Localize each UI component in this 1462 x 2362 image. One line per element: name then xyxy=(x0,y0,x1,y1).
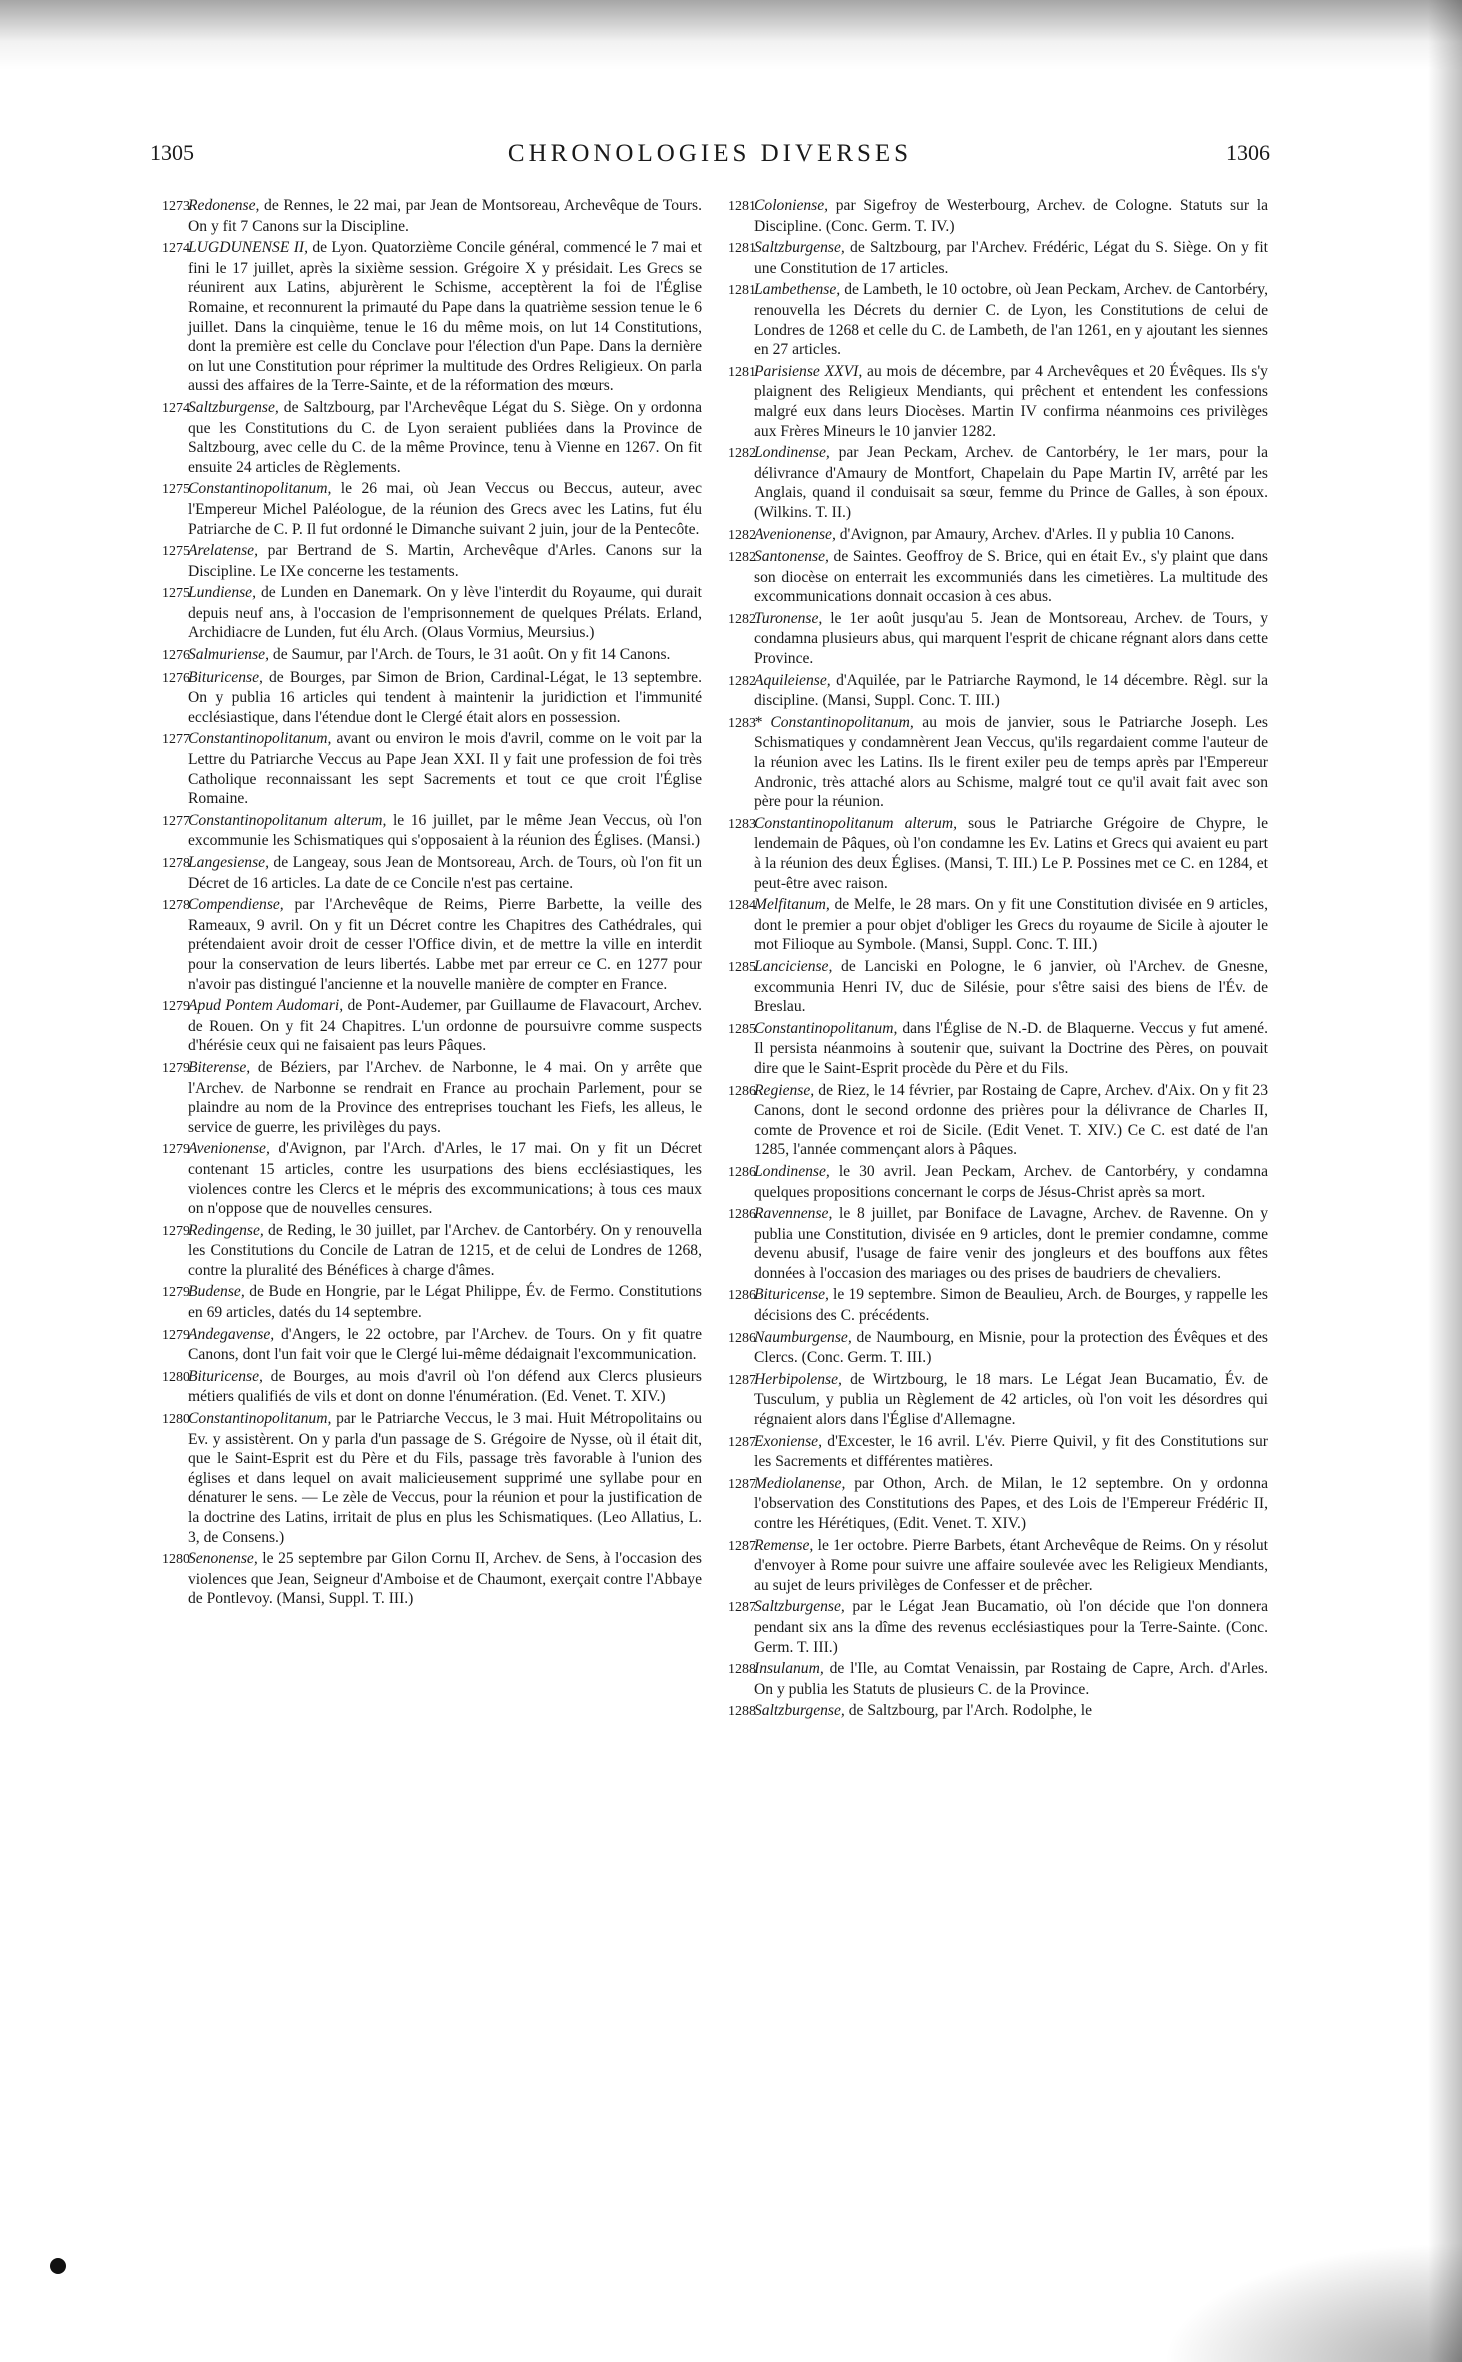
entry-text: d'Avignon, par l'Arch. d'Arles, le 17 mai. On y fit un Décret contenant 15 articles, contre les usurpations des biens ecclésiastiques, les violences contre les Clercs et le mépris des excommunications; à tous ces maux on n'oppose que de nouvelles censures. xyxy=(188,1140,702,1218)
entry-text: le 1er août jusqu'au 5. Jean de Montsoreau, Archev. de Tours, y condamna plusieurs abus, qui marquent l'esprit de chicane régnant alors dans cette Province. xyxy=(754,609,1268,668)
entry-text: au mois de décembre, par 4 Archevêques et 20 Évêques. Ils s'y plaignent des Religieux Mendiants, qui prêchent et entendent les confessions malgré eux dans leurs Diocèses. Martin IV confirma néanmoins ces privilèges aux Frères Mineurs le 10 janvier 1282. xyxy=(754,362,1268,440)
entry-text: de Langeay, sous Jean de Montsoreau, Arch. de Tours, où l'on fit un Décret de 16 articles. La date de ce Concile n'est pas certaine. xyxy=(188,854,702,892)
entry-year: 1279 xyxy=(162,1327,190,1343)
council-entry xyxy=(728,1597,1268,1657)
council-entry xyxy=(162,1221,702,1281)
entry-year: 1283 xyxy=(728,816,756,832)
council-entry xyxy=(728,1204,1268,1283)
running-header xyxy=(150,140,1270,180)
scan-shadow-right xyxy=(1428,0,1462,2362)
council-entry xyxy=(162,895,702,994)
council-entry xyxy=(162,1282,702,1322)
council-name: Lundiense, xyxy=(188,584,257,602)
council-name: Melfitanum, xyxy=(754,896,830,914)
council-entry xyxy=(728,609,1268,669)
entry-text: le 1er octobre. Pierre Barbets, étant Archevêque de Reims. On y résolut d'envoyer à Rome pour suivre une affaire soulevée avec les Religieux Mendiants, au sujet de leurs privilèges de Confesser et de prêcher. xyxy=(754,1536,1268,1594)
council-name: Apud Pontem Audomari, xyxy=(188,997,344,1015)
council-name: Herbipolense, xyxy=(754,1370,842,1388)
entry-text: de Saltzbourg, par l'Archev. Frédéric, Légat du S. Siège. On y fit une Constitution de 17 articles. xyxy=(754,239,1268,277)
council-name: Salmuriense, xyxy=(188,646,269,664)
council-name: Londinense, xyxy=(754,444,830,462)
entry-text: de Béziers, par l'Archev. de Narbonne, le 4 mai. On y arrête que l'Archev. de Narbonne se rendrait en France au prochain Parlement, pour se plaindre au nom de la Province des entreprises touchant les Fiefs, les alleus, le service de guerre, les privilèges du pays. xyxy=(188,1058,702,1136)
council-name: Bituricense, xyxy=(754,1286,829,1304)
entry-text: sous le Patriarche Grégoire de Chypre, le lendemain de Pâques, où l'on condamne les Ev. Latins et Grecs qui avaient eu part à la réunion des deux Églises. (Mansi, T. III.) Le P. Possines met ce C. en 1284, et peut-être avec raison. xyxy=(754,814,1268,892)
council-entry xyxy=(162,996,702,1056)
entry-year: 1286 xyxy=(728,1083,756,1099)
council-entry xyxy=(728,1370,1268,1430)
entry-text: de Saintes. Geoffroy de S. Brice, qui en était Ev., s'y plaint que dans son diocèse on enterrait les excommuniés dans les cimetières. La multitude des excommunications donnait occasion à ces abus. xyxy=(754,548,1268,606)
council-name: Insulanum, xyxy=(754,1660,824,1678)
entry-text: le 16 juillet, par le même Jean Veccus, où l'on excommunie les Schismatiques qui s'opposaient à la réunion des Églises. (Mansi.) xyxy=(188,811,702,850)
running-title: CHRONOLOGIES DIVERSES xyxy=(507,140,913,167)
entry-year: 1288 xyxy=(728,1704,756,1720)
entry-text: de Wirtzbourg, le 18 mars. Le Légat Jean Bucamatio, Év. de Tusculum, y publia un Règlement de 42 articles, où l'on voit les désordres qui régnaient alors dans l'Église d'Allemagne. xyxy=(754,1370,1268,1429)
council-name: Saltzburgense, xyxy=(754,1598,845,1616)
entry-year: 1273 xyxy=(162,199,190,214)
left-column xyxy=(162,196,702,2086)
entry-year: 1282 xyxy=(728,611,756,627)
entry-text: de Naumbourg, en Misnie, pour la protection des Évêques et des Clercs. (Conc. Germ. T. III.) xyxy=(754,1328,1268,1367)
council-name: Senonense, xyxy=(188,1550,258,1568)
council-name: Avenionense, xyxy=(754,525,836,543)
page-number-left: 1305 xyxy=(150,140,194,165)
entry-text: de Bourges, par Simon de Brion, Cardinal-Légat, le 13 septembre. On y publia 16 articles qui tendent à maintenir la juridiction et l'immunité ecclésiastique, dans l'étendue dont le Clergé était alors en possession. xyxy=(188,668,702,726)
council-entry xyxy=(728,1081,1268,1160)
council-name: Budense, xyxy=(188,1283,245,1301)
entry-text: par Sigefroy de Westerbourg, Archev. de Cologne. Statuts sur la Discipline. (Conc. Germ. T. IV.) xyxy=(754,197,1268,235)
entry-year: 1284 xyxy=(728,898,756,914)
entry-text: d'Excester, le 16 avril. L'év. Pierre Quivil, y fit des Constitutions sur les Sacrements et différentes matières. xyxy=(754,1432,1268,1471)
council-entry xyxy=(162,1549,702,1609)
council-name: Constantinopolitanum, xyxy=(754,1019,898,1037)
entry-text: par Othon, Arch. de Milan, le 12 septembre. On y ordonna l'observation des Constitutions des Papes, et des Lois de l'Empereur Frédéric II, contre les Hérétiques, (Edit. Venet. T. XIV.) xyxy=(754,1474,1268,1532)
council-entry xyxy=(162,668,702,728)
entry-year: 1285 xyxy=(728,1021,756,1037)
council-name: Compendiense, xyxy=(188,896,284,914)
entry-text: par l'Archevêque de Reims, Pierre Barbette, la veille des Rameaux, 9 avril. On y fit un Décret contre les Chapitres des Cathédrales, qui prétendaient avoir droit de cesser l'Office divin, et de mettre la ville en interdit pour la conservation de leurs libertés. Labbe met par erreur ce C. en 1277 pour n'avoir pas distingué l'ancienne et la nouvelle manière de compter en France. xyxy=(188,896,702,993)
council-entry xyxy=(162,196,702,236)
council-name: Regiense, xyxy=(754,1081,815,1099)
council-entry xyxy=(162,583,702,643)
council-entry xyxy=(728,1328,1268,1368)
council-name: Biterense, xyxy=(188,1058,251,1076)
council-name: Bituricense, xyxy=(188,668,263,686)
council-name: Constantinopolitanum alterum, xyxy=(754,814,957,832)
council-entry xyxy=(728,1432,1268,1472)
council-name: Ravennense, xyxy=(754,1205,833,1223)
council-name: Andegavense, xyxy=(188,1325,275,1343)
council-name: Aquileiense, xyxy=(754,671,831,689)
entry-year: 1274 xyxy=(162,400,190,416)
council-entry xyxy=(162,1139,702,1218)
council-entry xyxy=(728,1019,1268,1079)
council-name: Londinense, xyxy=(754,1162,830,1180)
entry-year: 1280 xyxy=(162,1552,190,1568)
entry-year: 1276 xyxy=(162,670,190,686)
council-entry xyxy=(728,196,1268,236)
entry-year: 1280 xyxy=(162,1369,190,1385)
council-name: Naumburgense, xyxy=(754,1328,852,1346)
entry-text: de Bourges, au mois d'avril où l'on défend aux Clercs plusieurs métiers qualifiés de vils et dont on donne l'énumération. (Ed. Venet. T. XIV.) xyxy=(188,1367,702,1406)
entry-year: 1276 xyxy=(162,648,190,664)
entry-text: de Rennes, le 22 mai, par Jean de Montsoreau, Archevêque de Tours. On y fit 7 Canons sur la Discipline. xyxy=(188,197,702,235)
council-entry xyxy=(162,853,702,893)
entry-year: 1281 xyxy=(728,241,756,257)
council-entry xyxy=(728,1285,1268,1325)
entry-text: dans l'Église de N.-D. de Blaquerne. Veccus y fut amené. Il persista néanmoins à soutenir que, suivant la Doctrine des Pères, on pouvait dire que le Saint-Esprit procède du Père et du Fils. xyxy=(754,1019,1268,1077)
entry-year: 1281 xyxy=(728,199,756,214)
entry-year: 1282 xyxy=(728,527,756,543)
council-entry xyxy=(728,238,1268,278)
entry-text: de Saltzbourg, par l'Archevêque Légat du S. Siège. On y ordonna que les Constitutions du C. de Lyon seraient publiées dans la Province de Saltzbourg, avec celle du C. de la même Province, tenu à Vienne en 1267. On fit ensuite 24 articles de Règlements. xyxy=(188,398,702,476)
scan-shadow-top xyxy=(0,0,1462,70)
entry-text: de Lanciski en Pologne, le 6 janvier, où l'Archev. de Gnesne, excommunia Henri IV, duc de Silésie, pour s'être saisi des biens de l'Év. de Breslau. xyxy=(754,957,1268,1016)
council-entry xyxy=(162,645,702,666)
council-entry xyxy=(728,957,1268,1017)
entry-text: le 19 septembre. Simon de Beaulieu, Arch. de Bourges, y rappelle les décisions des C. précédents. xyxy=(754,1286,1268,1325)
entry-year: 1275 xyxy=(162,482,190,498)
entry-text: par Jean Peckam, Archev. de Cantorbéry, le 1er mars, pour la délivrance d'Amaury de Montfort, Chapelain du Pape Martin IV, arrêté par les Anglais, quand il conduisait sa sœur, femme du Prince de Galles, à son époux. (Wilkins. T. II.) xyxy=(754,444,1268,521)
entry-year: 1280 xyxy=(162,1412,190,1428)
council-entry xyxy=(162,811,702,851)
council-entry xyxy=(162,479,702,539)
council-name: Saltzburgense, xyxy=(754,239,845,257)
entry-year: 1288 xyxy=(728,1662,756,1678)
entry-year: 1281 xyxy=(728,283,756,299)
entry-year: 1287 xyxy=(728,1476,756,1492)
scan-shadow-bottom xyxy=(1162,2242,1462,2362)
entry-year: 1281 xyxy=(728,364,756,380)
council-entry xyxy=(728,362,1268,441)
entry-year: 1277 xyxy=(162,813,190,829)
ink-blot-mark xyxy=(50,2258,66,2274)
entry-text: par Bertrand de S. Martin, Archevêque d'Arles. Canons sur la Discipline. Le IXe concerne les testaments. xyxy=(188,542,702,580)
entry-text: de Pont-Audemer, par Guillaume de Flavacourt, Archev. de Rouen. On y fit 24 Chapitres. L'un ordonne de poursuivre comme suspects d'hérésie ceux qui ne faisaient pas leurs Pâques. xyxy=(188,997,702,1055)
entry-year: 1282 xyxy=(728,446,756,462)
entry-year: 1287 xyxy=(728,1600,756,1616)
entry-text: de Lyon. Quatorzième Concile général, commencé le 7 mai et fini le 17 juillet, après la sixième session. Grégoire X y présidait. Les Grecs se réunirent aux Latins, abjurèrent le Schisme, acceptèrent la foi de l'Église Romaine, et reconnurent la primauté du Pape dans la quatrième session tenue le 6 juillet. Dans la cinquième, tenue le 16 du même mois, on lut 14 Constitutions, dont la première est celle du Conclave pour l'élection d'un Pape. Dans la dernière on lut une Constitution pour réprimer la multitude des Ordres Religieux. On parla aussi des affaires de la Terre-Sainte, et de la réformation des mœurs. xyxy=(188,239,702,395)
entry-text: avant ou environ le mois d'avril, comme on le voit par la Lettre du Patriarche Veccus au Pape Jean XXI. Il y fait une profession de foi très Catholique reconnaissant les sept Sacrements et tout ce que croit l'Église Romaine. xyxy=(188,730,702,808)
council-name: LUGDUNENSE II, xyxy=(188,239,308,257)
page-number-right: 1306 xyxy=(1226,140,1270,165)
council-name: Redonense, xyxy=(188,197,260,214)
council-name: Exoniense, xyxy=(754,1432,822,1450)
council-entry xyxy=(728,1536,1268,1596)
council-name: Coloniense, xyxy=(754,197,829,214)
council-name: Avenionense, xyxy=(188,1140,270,1158)
council-entry xyxy=(728,443,1268,522)
entry-year: 1279 xyxy=(162,1285,190,1301)
council-name: * Constantinopolitanum, xyxy=(754,713,914,731)
council-name: Turonense, xyxy=(754,609,823,627)
council-name: Santonense, xyxy=(754,548,829,566)
council-name: Remense, xyxy=(754,1536,814,1554)
council-name: Constantinopolitanum alterum, xyxy=(188,811,387,829)
council-entry xyxy=(728,547,1268,607)
council-entry xyxy=(728,895,1268,955)
council-name: Parisiense XXVI, xyxy=(754,362,863,380)
council-entry xyxy=(728,671,1268,711)
entry-text: d'Aquilée, par le Patriarche Raymond, le 14 décembre. Règl. sur la discipline. (Mansi, Suppl. Conc. T. III.) xyxy=(754,671,1268,710)
council-name: Lanciciense, xyxy=(754,957,833,975)
entry-year: 1279 xyxy=(162,1223,190,1239)
entry-year: 1285 xyxy=(728,959,756,975)
entry-year: 1275 xyxy=(162,586,190,602)
entry-year: 1286 xyxy=(728,1288,756,1304)
entry-year: 1286 xyxy=(728,1330,756,1346)
entry-text: de Reding, le 30 juillet, par l'Archev. de Cantorbéry. On y renouvella les Constitutions du Concile de Latran de 1215, et de celui de Londres de 1268, contre la pluralité des Bénéfices à charge d'âmes. xyxy=(188,1221,702,1279)
council-entry xyxy=(728,1162,1268,1202)
entry-text: de Saltzbourg, par l'Arch. Rodolphe, le xyxy=(844,1702,1093,1720)
entry-year: 1286 xyxy=(728,1164,756,1180)
council-name: Constantinopolitanum, xyxy=(188,1410,332,1428)
entry-text: le 8 juillet, par Boniface de Lavagne, Archev. de Ravenne. On y publia une Constitution, divisée en 9 articles, dont le premier condamne, comme devenu abusif, l'usage de faire venir des jongleurs et des bouffons aux fêtes données à l'occasion des mariages ou des prises de baudriers de chevaliers. xyxy=(754,1205,1268,1282)
entry-text: par le Patriarche Veccus, le 3 mai. Huit Métropolitains ou Ev. y assistèrent. On y parla d'un passage de S. Grégoire de Nysse, où il était dit, que le Saint-Esprit est du Père et du Fils, passage très favorable à l'union des églises et dans lequel on avait malicieusement supprimé une syllabe pour en dénaturer le sens. — Le zèle de Veccus, pour la réunion et pour la justification de la doctrine des Latins, irritait de plus en plus les Schismatiques. (Leo Allatius, L. 3, de Consens.) xyxy=(188,1410,702,1546)
council-name: Redingense, xyxy=(188,1221,264,1239)
entry-text: de l'Ile, au Comtat Venaissin, par Rostaing de Capre, Arch. d'Arles. On y publia les Statuts de plusieurs C. de la Province. xyxy=(754,1660,1268,1698)
council-entry xyxy=(728,1659,1268,1699)
council-name: Constantinopolitanum, xyxy=(188,730,332,748)
entry-text: de Lunden en Danemark. On y lève l'interdit du Royaume, qui durait depuis neuf ans, à l'occasion de l'emprisonnement de quelques Prélats. Erland, Archidiacre de Lunden, fut élu Arch. (Olaus Vormius, Meursius.) xyxy=(188,584,702,642)
entry-text: de Lambeth, le 10 octobre, où Jean Peckam, Archev. de Cantorbéry, renouvella les Décrets du dernier C. de Lyon, les Constitutions de celui de Londres de 1268 et celle du C. de Lambeth, de l'an 1261, en y ajoutant les siennes en 27 articles. xyxy=(754,281,1268,359)
entry-year: 1287 xyxy=(728,1372,756,1388)
council-name: Saltzburgense, xyxy=(188,398,279,416)
council-entry xyxy=(162,238,702,396)
entry-text: le 25 septembre par Gilon Cornu II, Archev. de Sens, à l'occasion des violences que Jean, Seigneur d'Amboise et de Chaumont, exerçait contre l'Abbaye de Pontlevoy. (Mansi, Suppl. T. III.) xyxy=(188,1550,702,1608)
council-entry xyxy=(728,1474,1268,1534)
entry-year: 1277 xyxy=(162,732,190,748)
entry-text: d'Avignon, par Amaury, Archev. d'Arles. Il y publia 10 Canons. xyxy=(835,525,1235,543)
council-entry xyxy=(162,1409,702,1547)
entry-year: 1279 xyxy=(162,1060,190,1076)
entry-year: 1278 xyxy=(162,898,190,914)
entry-text: le 30 avril. Jean Peckam, Archev. de Cantorbéry, y condamna quelques propositions concernant le corps de Jésus-Christ après sa mort. xyxy=(754,1162,1268,1201)
council-name: Arelatense, xyxy=(188,542,259,560)
council-entry xyxy=(162,1367,702,1407)
entry-year: 1286 xyxy=(728,1207,756,1223)
entry-year: 1287 xyxy=(728,1434,756,1450)
council-entry xyxy=(728,525,1268,546)
entry-year: 1282 xyxy=(728,673,756,689)
entry-text: d'Angers, le 22 octobre, par l'Archev. de Tours. On y fit quatre Canons, dont l'un fait voir que le Clergé lui-même dédaignait l'excommunication. xyxy=(188,1325,702,1364)
council-name: Lambethense, xyxy=(754,281,841,299)
entry-text: de Bude en Hongrie, par le Légat Philippe, Év. de Fermo. Constitutions en 69 articles, datés du 14 septembre. xyxy=(188,1283,702,1322)
entry-text: par le Légat Jean Bucamatio, où l'on décide que l'on donnera pendant six ans la dîme des revenus ecclésiastiques pour la Terre-Sainte. (Conc. Germ. T. III.) xyxy=(754,1598,1268,1656)
council-entry xyxy=(728,814,1268,893)
council-entry xyxy=(162,541,702,581)
council-name: Langesiense, xyxy=(188,854,269,871)
council-entry xyxy=(728,1701,1268,1722)
right-column xyxy=(728,196,1268,2086)
entry-year: 1279 xyxy=(162,1142,190,1158)
entry-year: 1282 xyxy=(728,550,756,566)
entry-year: 1283 xyxy=(728,715,756,731)
council-entry xyxy=(162,1058,702,1137)
entry-year: 1274 xyxy=(162,241,190,257)
entry-text: de Riez, le 14 février, par Rostaing de Capre, Archev. d'Aix. On y fit 23 Canons, dont le second ordonne des prières pour la délivrance de Charles II, comte de Provence et roi de Sicile. (Edit Venet. T. XIV.) Ce C. est daté de l'an 1285, l'année commençant alors à Pâques. xyxy=(754,1081,1268,1159)
council-entry xyxy=(162,398,702,477)
council-entry xyxy=(728,280,1268,359)
entry-text: le 26 mai, où Jean Veccus ou Beccus, auteur, avec l'Empereur Michel Paléologue, de la réunion des Grecs avec les Latins, fut élu Patriarche de C. P. Il fut ordonné le Dimanche suivant 2 juin, jour de la Pentecôte. xyxy=(188,480,702,538)
council-entry xyxy=(728,713,1268,812)
entry-year: 1275 xyxy=(162,544,190,560)
entry-text: au mois de janvier, sous le Patriarche Joseph. Les Schismatiques y condamnèrent Jean Veccus, qu'ils regardaient comme l'auteur de la réunion avec les Latins. Ils le firent exiler peu de temps après par l'Empereur Andronic, très attaché alors au Schisme, malgré tout ce qu'il avait fait avec son père pour la réunion. xyxy=(754,713,1268,811)
council-name: Constantinopolitanum, xyxy=(188,480,332,498)
entry-year: 1287 xyxy=(728,1538,756,1554)
council-name: Saltzburgense, xyxy=(754,1702,845,1720)
entry-year: 1279 xyxy=(162,999,190,1015)
entry-year: 1278 xyxy=(162,856,190,871)
council-name: Mediolanense, xyxy=(754,1474,846,1492)
council-entry xyxy=(162,1325,702,1365)
entry-text: de Saumur, par l'Arch. de Tours, le 31 août. On y fit 14 Canons. xyxy=(269,646,671,664)
entry-text: de Melfe, le 28 mars. On y fit une Constitution divisée en 9 articles, dont le premier a pour objet d'obliger les Grecs du royaume de Sicile à ajouter le mot Filioque au Symbole. (Mansi, Suppl. Conc. T. III.) xyxy=(754,896,1268,954)
council-name: Bituricense, xyxy=(188,1367,263,1385)
council-entry xyxy=(162,729,702,808)
